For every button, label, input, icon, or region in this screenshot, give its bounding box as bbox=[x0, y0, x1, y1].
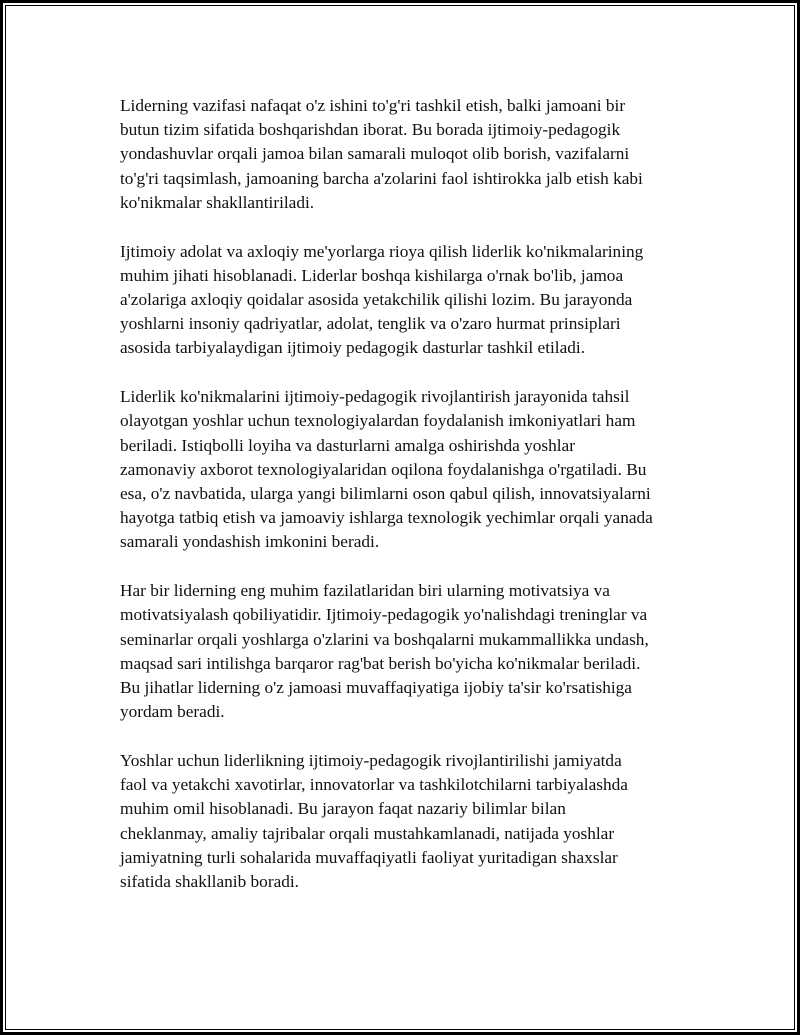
paragraph-5: Yoshlar uchun liderlikning ijtimoiy-pedagogik rivojlantirilishi jamiyatda faol va yetakchi xavotirlar, innovatorlar va tashkilotchilarni tarbiyalashda muhim omil hisoblanadi. Bu jarayon faqat nazariy bilimlar bilan cheklanmay, amaliy tajribalar orqali mustahkamlanadi, natijada yoshlar jamiyatning turli sohalarida muvaffaqiyatli faoliyat yuritadigan shaxslar sifatida shakllanib boradi. bbox=[120, 751, 628, 892]
paragraph-1: Liderning vazifasi nafaqat o'z ishini to'g'ri tashkil etish, balki jamoani bir butun tizim sifatida boshqarishdan iborat. Bu borada ijtimoiy-pedagogik yondashuvlar orqali jamoa bilan samarali muloqot olib borish, vazifalarni to'g'ri taqsimlash, jamoaning barcha a'zolarini faol ishtirokka jalb etish kabi ko'nikmalar shakllantiriladi. bbox=[120, 96, 643, 212]
paragraph-3: Liderlik ko'nikmalarini ijtimoiy-pedagogik rivojlantirish jarayonida tahsil olayotgan yoshlar uchun texnologiyalardan foydalanish imkoniyatlari ham beriladi. Istiqbolli loyiha va dasturlarni amalga oshirishda yoshlar zamonaviy axborot texnologiyalaridan oqilona foydalanishga o'rgatiladi. Bu esa, o'z navbatida, ularga yangi bilimlarni oson qabul qilish, innovatsiyalarni hayotga tatbiq etish va jamoaviy ishlarga texnologik yechimlar orqali yanada samarali yondashish imkonini beradi. bbox=[120, 387, 653, 552]
paragraph-2: Ijtimoiy adolat va axloqiy me'yorlarga rioya qilish liderlik ko'nikmalarining muhim jihati hisoblanadi. Liderlar boshqa kishilarga o'rnak bo'lib, jamoa a'zolariga axloqiy qoidalar asosida yetakchilik qilishi lozim. Bu jarayonda yoshlarni insoniy qadriyatlar, adolat, tenglik va o'zaro hurmat prinsiplari asosida tarbiyalaydigan ijtimoiy pedagogik dasturlar tashkil etiladi. bbox=[120, 241, 644, 358]
paragraph-4: Har bir liderning eng muhim fazilatlaridan biri ularning motivatsiya va motivatsiyalash qobiliyatidir. Ijtimoiy-pedagogik yo'nalishdagi treninglar va seminarlar orqali yoshlarga o'zlarini va boshqalarni mukammallikka undash, maqsad sari intilishga barqaror rag'bat berish bo'yicha ko'nikmalar beriladi. Bu jihatlar liderning o'z jamoasi muvaffaqiyatiga ijobiy ta'sir ko'rsatishiga yordam beradi. bbox=[120, 581, 649, 722]
document-body bbox=[120, 94, 700, 894]
